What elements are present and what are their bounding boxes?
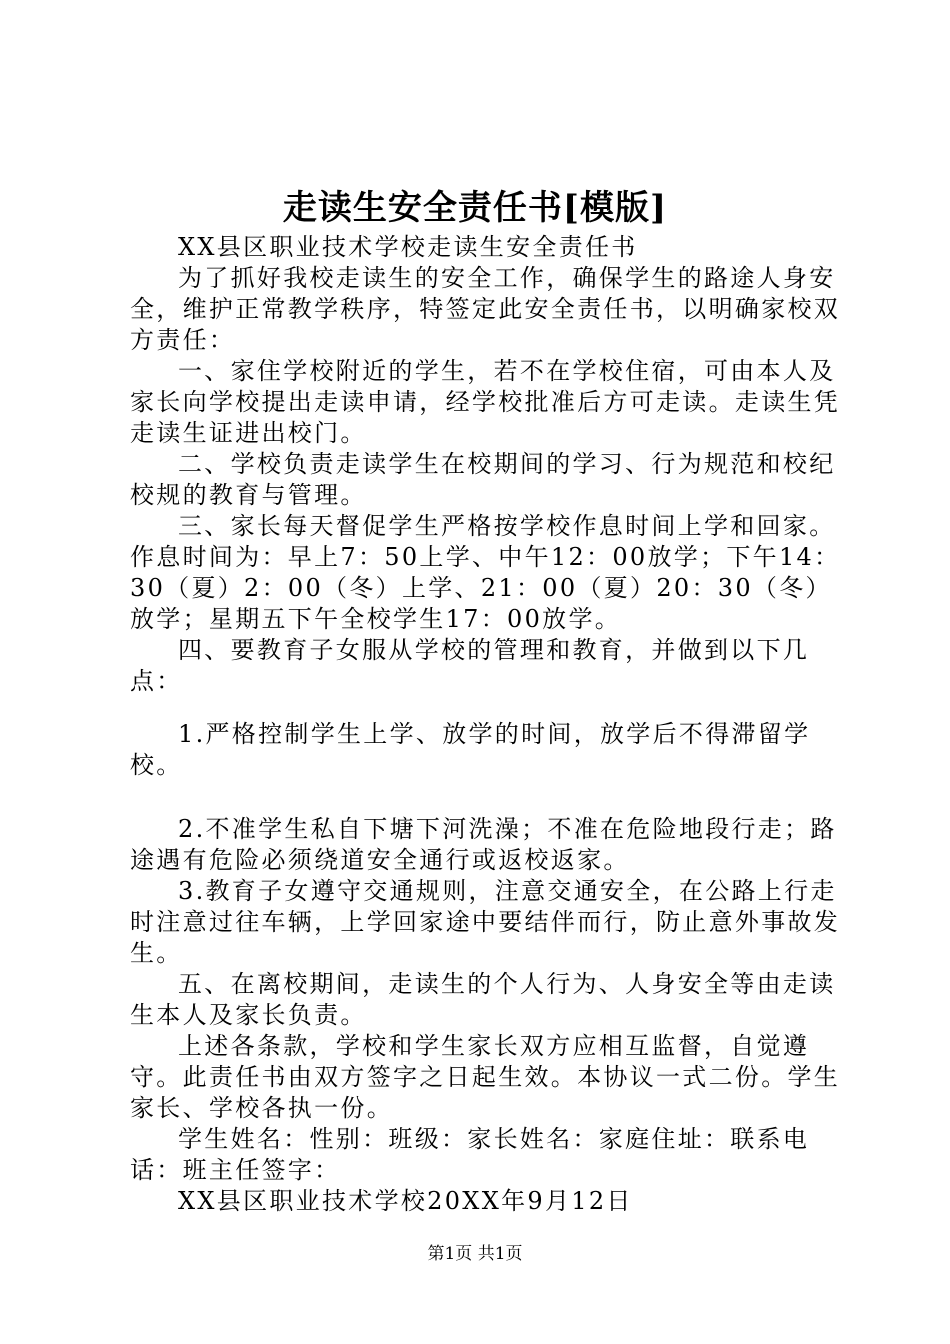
page-number-footer: 第1页 共1页 (427, 1244, 523, 1264)
paragraph-item-3: 3.教育子女遵守交通规则，注意交通安全，在公路上行走时注意过往车辆，上学回家途中要结伴而行，防止意外事故发生。 (130, 877, 841, 967)
document-title: 走读生安全责任书[模版] (282, 188, 668, 228)
paragraph-item-1: 1.严格控制学生上学、放学的时间，放学后不得滞留学校。 (130, 720, 811, 779)
paragraph-heading: XX县区职业技术学校走读生安全责任书 (178, 233, 638, 261)
paragraph-issuer-date: XX县区职业技术学校20XX年9月12日 (178, 1187, 633, 1215)
paragraph-signature-fields: 学生姓名：性别：班级：家长姓名：家庭住址：联系电话：班主任签字： (130, 1125, 810, 1184)
paragraph-clause-2: 二、学校负责走读学生在校期间的学习、行为规范和校纪校规的教育与管理。 (130, 450, 836, 509)
paragraph-clause-5: 五、在离校期间，走读生的个人行为、人身安全等由走读生本人及家长负责。 (130, 970, 836, 1029)
paragraph-intro: 为了抓好我校走读生的安全工作，确保学生的路途人身安全，维护正常教学秩序，特签定此安全责任书，以明确家校双方责任： (130, 264, 841, 354)
paragraph-clause-4: 四、要教育子女服从学校的管理和教育，并做到以下几点： (130, 636, 810, 695)
paragraph-clause-1: 一、家住学校附近的学生，若不在学校住宿，可由本人及家长向学校提出走读申请，经学校批准后方可走读。走读生凭走读生证进出校门。 (130, 357, 841, 447)
paragraph-clause-3: 三、家长每天督促学生严格按学校作息时间上学和回家。作息时间为：早上7：50上学、中午12：00放学；下午14：30（夏）2：00（冬）上学、21：00（夏）20：30（冬）放学；星期五下午全校学生17：00放学。 (130, 512, 841, 633)
document-body (130, 232, 850, 1217)
paragraph-item-2: 2.不准学生私自下塘下河洗澡；不准在危险地段行走；路途遇有危险必须绕道安全通行或返校返家。 (130, 815, 837, 874)
paragraph-terms: 上述各条款，学校和学生家长双方应相互监督，自觉遵守。此责任书由双方签字之日起生效。本协议一式二份。学生家长、学校各执一份。 (130, 1032, 841, 1122)
